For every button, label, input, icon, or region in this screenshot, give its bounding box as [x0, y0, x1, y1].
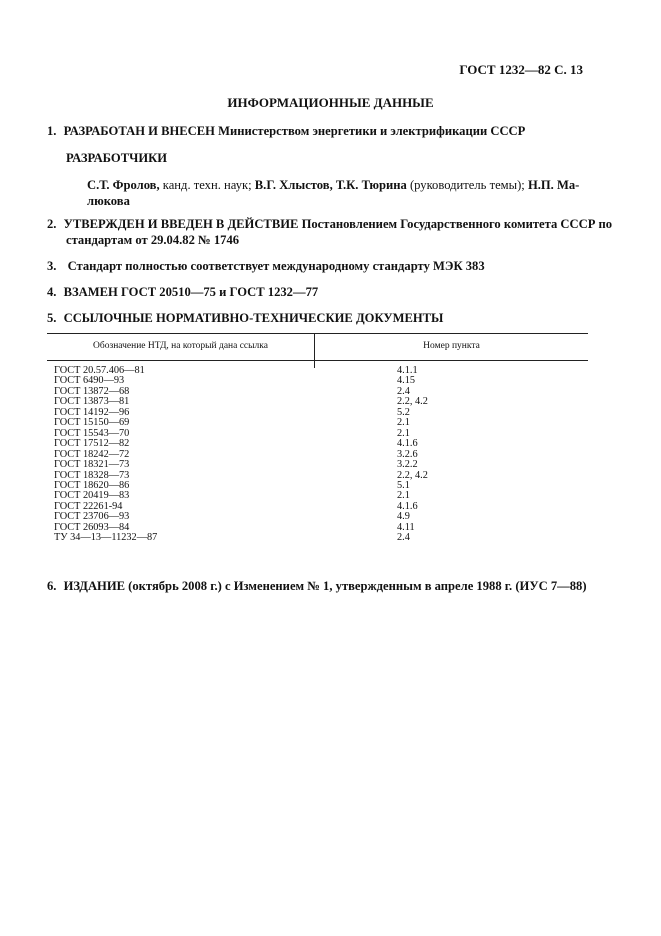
table-row-clause: 2.1: [397, 427, 410, 439]
table-row-designation: ГОСТ 13872—68: [54, 385, 130, 397]
table-row-designation: ГОСТ 22261-94: [54, 500, 123, 512]
table-row-clause: 5.2: [397, 406, 410, 418]
item-2-number: 2.: [47, 217, 57, 231]
item-3: [47, 258, 485, 274]
table-row-clause: 3.2.6: [397, 448, 418, 460]
table-row-clause: 2.2, 4.2: [397, 469, 428, 481]
table-row-clause: 4.1.6: [397, 438, 418, 450]
item-4-number: 4.: [47, 285, 57, 299]
table-header-designation: Обозначение НТД, на который дана ссылка: [93, 341, 268, 351]
developers-heading: РАЗРАБОТЧИКИ: [66, 151, 168, 165]
table-row-clause: 2.1: [397, 490, 410, 502]
table-row-designation: ГОСТ 23706—93: [54, 511, 130, 523]
item-1-number: 1.: [47, 124, 57, 138]
table-header-border: [47, 360, 588, 361]
table-row-designation: ТУ 34—13—11232—87: [54, 532, 158, 544]
table-row-designation: ГОСТ 20.57.406—81: [54, 365, 145, 376]
developer-malyukova: Н.П. Ма-: [527, 178, 580, 192]
table-row-designation: ГОСТ 26093—84: [54, 521, 130, 533]
table-row-clause: 4.11: [397, 521, 415, 533]
developers-line-1: [87, 177, 579, 193]
item-1: [47, 123, 525, 139]
item-4: [47, 284, 318, 300]
table-row-clause: 4.1.1: [397, 365, 418, 376]
page-header: ГОСТ 1232—82 С. 13: [459, 62, 583, 77]
table-row-clause: 4.1.6: [397, 500, 418, 512]
table-row-designation: ГОСТ 15150—69: [54, 417, 130, 429]
table-row-clause: 2.2, 4.2: [397, 396, 428, 408]
developer-frolov: С.Т. Фролов,: [87, 178, 160, 192]
item-6: [47, 578, 587, 594]
table-header-clause: Номер пункта: [423, 341, 480, 351]
table-row-clause: 5.1: [397, 479, 410, 491]
item-5: [47, 310, 443, 326]
table-row-clause: 2.4: [397, 385, 410, 397]
table-row-clause: 3.2.2: [397, 459, 418, 471]
table-row-clause: 2.4: [397, 532, 410, 544]
table-row-designation: ГОСТ 20419—83: [54, 490, 130, 502]
item-2-text: Постановлением Государственного комитета СССР по: [301, 217, 613, 231]
item-3-number: 3.: [47, 259, 57, 273]
table-row-designation: ГОСТ 13873—81: [54, 396, 130, 408]
table-row-clause: 4.9: [397, 511, 410, 523]
developers-role: (руководитель темы);: [406, 178, 528, 192]
developer-frolov-rank: канд. техн. наук;: [159, 178, 255, 192]
table-top-border: [47, 333, 588, 334]
developers-khlystov-tyurina: В.Г. Хлыстов, Т.К. Тюрина: [254, 178, 407, 192]
item-4-text: ВЗАМЕН ГОСТ 20510—75 и ГОСТ 1232—77: [63, 285, 319, 299]
table-row-designation: ГОСТ 18328—73: [54, 469, 130, 481]
item-3-text: Стандарт полностью соответствует международному стандарту МЭК 383: [67, 259, 485, 273]
table-row-designation: ГОСТ 18620—86: [54, 479, 130, 491]
item-1-text: Министерством энергетики и электрификации СССР: [218, 124, 526, 138]
table-row-designation: ГОСТ 15543—70: [54, 427, 130, 439]
item-6-number: 6.: [47, 579, 57, 593]
item-2-line-2: стандартам от 29.04.82 № 1746: [66, 233, 240, 247]
table-row-designation: ГОСТ 14192—96: [54, 406, 130, 418]
table-row-designation: ГОСТ 18321—73: [54, 459, 130, 471]
table-row-clause: 2.1: [397, 417, 410, 429]
item-5-text: ССЫЛОЧНЫЕ НОРМАТИВНО-ТЕХНИЧЕСКИЕ ДОКУМЕНТЫ: [63, 311, 444, 325]
table-row-designation: ГОСТ 6490—93: [54, 375, 125, 387]
item-5-number: 5.: [47, 311, 57, 325]
item-1-lead: РАЗРАБОТАН И ВНЕСЕН: [63, 124, 215, 138]
table-row-designation: ГОСТ 18242—72: [54, 448, 130, 460]
item-2-line-1: [47, 216, 612, 232]
table-row-clause: 4.15: [397, 375, 416, 387]
table-row-designation: ГОСТ 17512—82: [54, 438, 130, 450]
page-title: ИНФОРМАЦИОННЫЕ ДАННЫЕ: [227, 95, 434, 110]
developers-line-2: люкова: [87, 194, 130, 208]
item-6-text: ИЗДАНИЕ (октябрь 2008 г.) с Изменением № 1, утвержденным в апреле 1988 г. (ИУС 7—88): [63, 579, 587, 593]
item-2-lead: УТВЕРЖДЕН И ВВЕДЕН В ДЕЙСТВИЕ: [63, 217, 299, 231]
